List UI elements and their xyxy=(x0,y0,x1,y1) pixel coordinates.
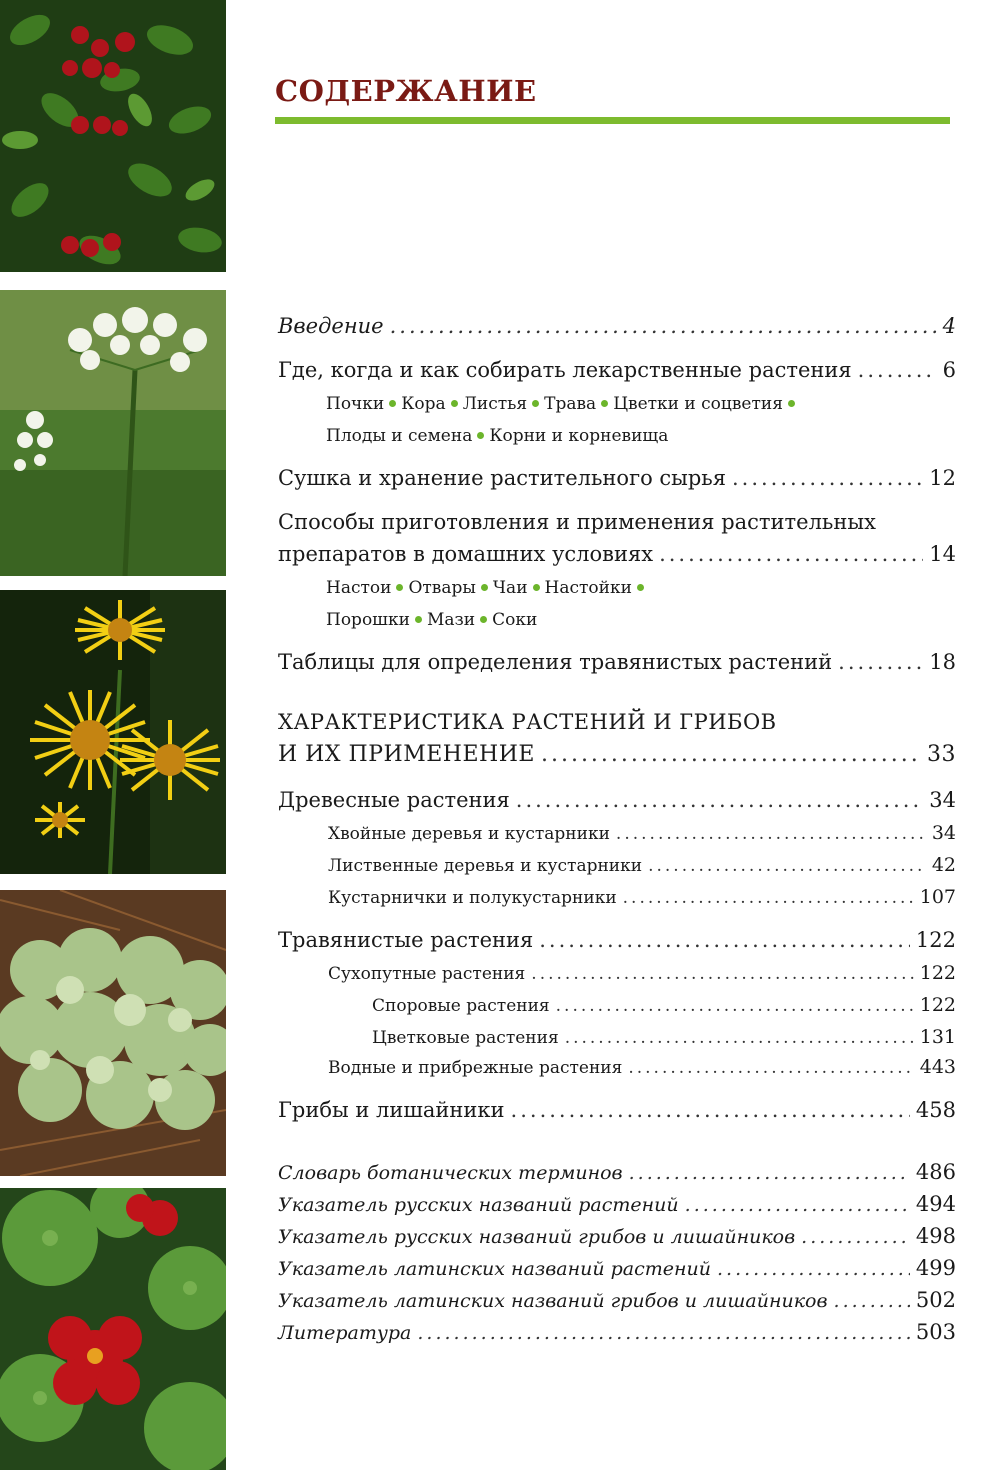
bullet-icon xyxy=(532,400,539,407)
toc-entry-woody[interactable] xyxy=(278,788,956,812)
dot-leader xyxy=(834,1290,910,1312)
page-title: СОДЕРЖАНИЕ xyxy=(275,74,537,108)
toc-page-number: 503 xyxy=(915,1320,956,1344)
toc-entry-label: Указатель русских названий грибов и лишайников xyxy=(278,1226,796,1248)
toc-entry-label: Травянистые растения xyxy=(278,928,534,952)
dot-leader xyxy=(417,1322,910,1344)
toc-entry-label: Сухопутные растения xyxy=(328,964,526,984)
subtopic: Порошки xyxy=(326,610,410,630)
toc-entry-index-ru-fungi[interactable] xyxy=(278,1224,956,1248)
toc-page-number: 443 xyxy=(919,1056,956,1078)
umbellifer-photo-icon xyxy=(0,290,226,576)
toc-entry-label: Указатель русских названий растений xyxy=(278,1194,679,1216)
dot-leader xyxy=(390,314,937,338)
toc-page-number: 34 xyxy=(929,788,956,812)
bullet-icon xyxy=(533,584,540,591)
dot-leader xyxy=(565,1028,914,1048)
bullet-icon xyxy=(481,584,488,591)
bullet-icon xyxy=(480,616,487,623)
toc-page-number: 34 xyxy=(931,822,956,844)
dot-leader xyxy=(531,964,913,984)
bullet-icon xyxy=(389,400,396,407)
toc-entry-herbaceous[interactable] xyxy=(278,928,956,952)
toc-entry-collecting[interactable] xyxy=(278,358,956,382)
dot-leader xyxy=(659,542,923,566)
dot-leader xyxy=(648,856,926,876)
toc-subtopics xyxy=(326,394,800,414)
dot-leader xyxy=(623,888,914,908)
toc-page-number: 12 xyxy=(929,466,956,490)
toc-entry-label: Кустарнички и полукустарники xyxy=(328,888,617,908)
bullet-icon xyxy=(451,400,458,407)
toc-entry-index-ru-plants[interactable] xyxy=(278,1192,956,1216)
toc-entry-label: препаратов в домашних условиях xyxy=(278,542,654,566)
subtopic: Корни и корневища xyxy=(489,426,669,446)
elecampane-photo-icon xyxy=(0,590,226,874)
dot-leader xyxy=(801,1226,910,1248)
toc-entry-label-line1: Способы приготовления и применения растительных xyxy=(278,510,876,534)
dot-leader xyxy=(685,1194,910,1216)
toc-entry-label: Лиственные деревья и кустарники xyxy=(328,856,643,876)
dot-leader xyxy=(539,928,910,952)
dot-leader xyxy=(541,742,921,767)
toc-entry-tables[interactable] xyxy=(278,650,956,674)
toc-entry-glossary[interactable] xyxy=(278,1160,956,1184)
toc-entry-conifers[interactable] xyxy=(328,822,956,844)
toc-page-number: 502 xyxy=(915,1288,956,1312)
subtopic: Чаи xyxy=(492,578,528,598)
bullet-icon xyxy=(477,432,484,439)
toc-entry-label: Введение xyxy=(278,314,384,338)
toc-page-number: 131 xyxy=(919,1026,956,1048)
toc-entry-label: Грибы и лишайники xyxy=(278,1098,505,1122)
nasturtium-photo-icon xyxy=(0,1188,226,1470)
toc-entry-index-lat-fungi[interactable] xyxy=(278,1288,956,1312)
toc-entry-label: Водные и прибрежные растения xyxy=(328,1058,623,1078)
subtopic: Листья xyxy=(462,394,528,414)
toc-page-number: 4 xyxy=(942,314,956,338)
toc-entry-index-lat-plants[interactable] xyxy=(278,1256,956,1280)
subtopic: Цветки и соцветия xyxy=(613,394,783,414)
toc-page-number: 458 xyxy=(915,1098,956,1122)
dot-leader xyxy=(556,996,914,1016)
subtopic: Соки xyxy=(492,610,538,630)
photo-strip xyxy=(0,0,228,1470)
toc-subtopics xyxy=(326,578,649,598)
bullet-icon xyxy=(788,400,795,407)
title-divider xyxy=(275,117,950,124)
dot-leader xyxy=(717,1258,910,1280)
toc-page-number: 33 xyxy=(927,742,956,767)
toc-page-number: 499 xyxy=(915,1256,956,1280)
toc-page-number: 494 xyxy=(915,1192,956,1216)
dot-leader xyxy=(616,824,926,844)
subtopic: Кора xyxy=(401,394,446,414)
dot-leader xyxy=(629,1162,910,1184)
toc-page-number: 6 xyxy=(942,358,956,382)
toc-entry-label: Указатель латинских названий растений xyxy=(278,1258,712,1280)
toc-entry-label: Литература xyxy=(278,1322,412,1344)
toc-entry-shrublets[interactable] xyxy=(328,886,956,908)
toc-entry-literature[interactable] xyxy=(278,1320,956,1344)
toc-entry-label: Указатель латинских названий грибов и лишайников xyxy=(278,1290,828,1312)
toc-entry-label: Словарь ботанических терминов xyxy=(278,1162,623,1184)
toc-page-number: 107 xyxy=(919,886,956,908)
subtopic: Отвары xyxy=(408,578,476,598)
toc-page-number: 122 xyxy=(915,928,956,952)
dot-leader xyxy=(516,788,923,812)
toc-entry-aquatic[interactable] xyxy=(328,1056,956,1078)
toc-entry-spore[interactable] xyxy=(372,994,956,1016)
toc-page-number: 122 xyxy=(919,962,956,984)
toc-entry-label: Таблицы для определения травянистых растений xyxy=(278,650,833,674)
dot-leader xyxy=(838,650,923,674)
toc-entry-fungi[interactable] xyxy=(278,1098,956,1122)
dot-leader xyxy=(732,466,923,490)
toc-entry-terrestrial[interactable] xyxy=(328,962,956,984)
toc-subtopics xyxy=(326,426,668,446)
lingonberry-photo-icon xyxy=(0,0,226,272)
subtopic: Мази xyxy=(426,610,476,630)
toc-page-number: 18 xyxy=(929,650,956,674)
toc-section-heading-line1: ХАРАКТЕРИСТИКА РАСТЕНИЙ И ГРИБОВ xyxy=(278,710,777,734)
bullet-icon xyxy=(601,400,608,407)
toc-page-number: 498 xyxy=(915,1224,956,1248)
subtopic: Настои xyxy=(326,578,392,598)
subtopic: Трава xyxy=(544,394,597,414)
toc-page-number: 486 xyxy=(915,1160,956,1184)
subtopic: Настойки xyxy=(544,578,632,598)
toc-entry-label: Сушка и хранение растительного сырья xyxy=(278,466,726,490)
toc-page-number: 122 xyxy=(919,994,956,1016)
toc-entry-methods[interactable] xyxy=(278,542,956,566)
toc-entry-label: Где, когда и как собирать лекарственные растения xyxy=(278,358,852,382)
dot-leader xyxy=(628,1058,913,1078)
dot-leader xyxy=(858,358,937,382)
subtopic: Плоды и семена xyxy=(326,426,473,446)
toc-entry-deciduous[interactable] xyxy=(328,854,956,876)
toc-entry-label: Хвойные деревья и кустарники xyxy=(328,824,610,844)
toc-subtopics xyxy=(326,610,537,630)
bullet-icon xyxy=(396,584,403,591)
toc-entry-intro[interactable] xyxy=(278,314,956,338)
bullet-icon xyxy=(637,584,644,591)
dot-leader xyxy=(511,1098,910,1122)
toc-entry-label: Цветковые растения xyxy=(372,1028,559,1048)
reindeer-lichen-photo-icon xyxy=(0,890,226,1176)
subtopic: Почки xyxy=(326,394,385,414)
toc-entry-characteristics[interactable] xyxy=(278,742,956,767)
toc-entry-drying[interactable] xyxy=(278,466,956,490)
bullet-icon xyxy=(415,616,422,623)
toc-entry-label: И ИХ ПРИМЕНЕНИЕ xyxy=(278,742,535,767)
toc-entry-label: Споровые растения xyxy=(372,996,550,1016)
toc-entry-label: Древесные растения xyxy=(278,788,510,812)
toc-entry-flowering[interactable] xyxy=(372,1026,956,1048)
toc-page-number: 14 xyxy=(929,542,956,566)
toc-page-number: 42 xyxy=(931,854,956,876)
